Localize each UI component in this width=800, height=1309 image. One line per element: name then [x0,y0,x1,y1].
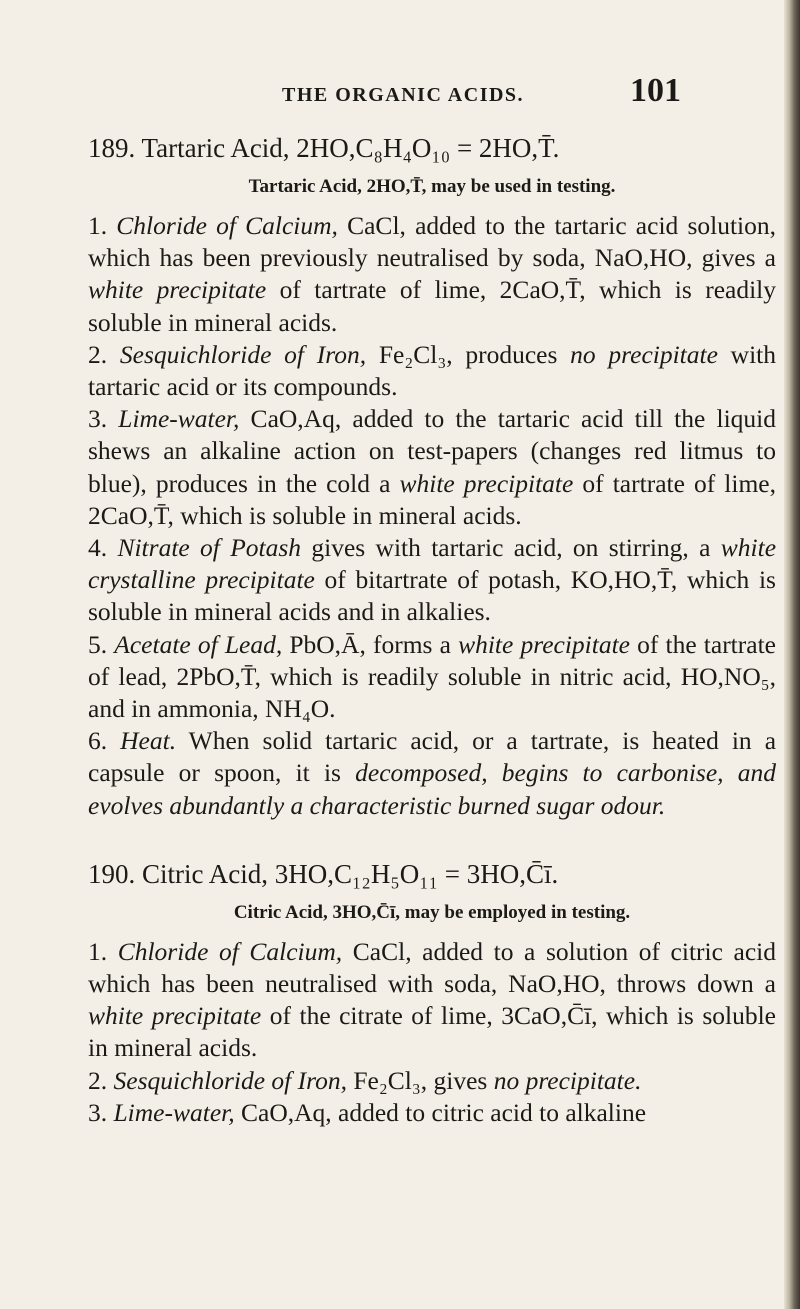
item-number: 3. [88,404,119,434]
body-text: Fe₂Cl₃, produces [366,339,571,369]
test-paragraph [88,403,776,532]
emphasis-text: no precipitate. [493,1065,642,1095]
item-number: 1. [88,211,117,240]
test-paragraph [88,1097,776,1129]
item-number: 2. [88,339,120,369]
item-number: 1. [88,936,118,966]
page-gutter-edge [784,0,800,1309]
emphasis-text: white crystalline precipitate [88,533,777,595]
section-subtitle: Citric Acid, 3HO,C̄ī, may be employed in testing. [233,901,631,923]
reagent-name: Lime-water, [113,1097,235,1127]
body-text: CaO,Aq, added to citric acid to alkaline [234,1097,647,1127]
section-heading: 190. Citric Acid, 3HO,C₁₂H₅O₁₁ = 3HO,C̄ī. [88,858,559,889]
body-text: of tartrate of lime, 2CaO,T̄, which is readily soluble in mineral acids. [88,275,776,337]
reagent-name: Sesquichloride of Iron, [113,1065,347,1095]
body-text: of the citrate of lime, 3CaO,C̄ī, which is soluble in mineral acids. [88,1001,776,1063]
body-text: Fe₂Cl₃, gives [346,1065,494,1095]
page-body [88,130,776,1129]
item-number: 5. [88,629,115,659]
reagent-name: Chloride of Calcium, [117,936,343,966]
body-text: CaCl, added to the tartaric acid solution, which has been previously neutralised by soda, NaO,HO, gives a [88,211,777,273]
body-text: with tartaric acid or its compounds. [88,339,777,402]
emphasis-text: white precipitate [88,1001,262,1031]
item-number: 6. [88,726,121,756]
emphasis-text: white precipitate [399,468,574,498]
body-text: of tartrate of lime, 2CaO,T̄, which is soluble in mineral acids. [88,468,776,530]
section-subtitle: Tartaric Acid, 2HO,T̄, may be used in testing. [248,176,616,197]
reagent-name: Sesquichloride of Iron, [119,339,367,369]
body-text: of bitartrate of potash, KO,HO,T̄, which is soluble in mineral acids and in alkalies. [88,565,776,627]
test-paragraph [88,339,776,403]
test-paragraph [88,210,776,339]
emphasis-text: no precipitate [570,339,718,369]
emphasis-text: decomposed, begins to carbonise, and evolves abundantly a characteristic burned sugar odour. [88,758,776,820]
reagent-name: Chloride of Calcium, [116,211,338,240]
emphasis-text: white precipitate [458,629,630,659]
reagent-name: Nitrate of Potash [117,533,302,563]
test-paragraph [88,532,776,629]
item-number: 4. [88,533,118,563]
body-text: CaO,Aq, added to the tartaric acid till the liquid shews an alkaline action on test-papers (changes red litmus to blue), produces in the cold a [88,404,776,498]
reagent-name: Lime-water, [118,404,240,434]
test-paragraph [88,629,776,726]
running-head: THE ORGANIC ACIDS. [282,84,525,106]
section-gap [88,822,776,856]
section-heading: 189. Tartaric Acid, 2HO,C₈H₄O₁₀ = 2HO,T̄. [88,133,560,163]
body-text: of the tartrate of lead, 2PbO,T̄, which is readily soluble in nitric acid, HO,NO₅, and in ammonia, NH₄O. [88,629,776,724]
body-text: When solid tartaric acid, or a tartrate, is heated in a capsule or spoon, it is [88,726,777,788]
body-text: gives with tartaric acid, on stirring, a [301,533,721,563]
emphasis-text: white precipitate [88,275,267,305]
reagent-name: Heat. [120,726,177,756]
test-paragraph [88,725,776,822]
reagent-name: Acetate of Lead, [114,629,283,659]
page-number: 101 [630,72,681,109]
body-text: CaCl, added to a solution of citric acid which has been neutralised with soda, NaO,HO, throws down a [88,936,776,999]
page-header [0,72,800,118]
item-number: 2. [88,1065,114,1095]
item-number: 3. [88,1097,114,1127]
test-paragraph [88,1065,776,1097]
test-paragraph [88,936,776,1065]
body-text: PbO,Ā, forms a [282,629,459,659]
